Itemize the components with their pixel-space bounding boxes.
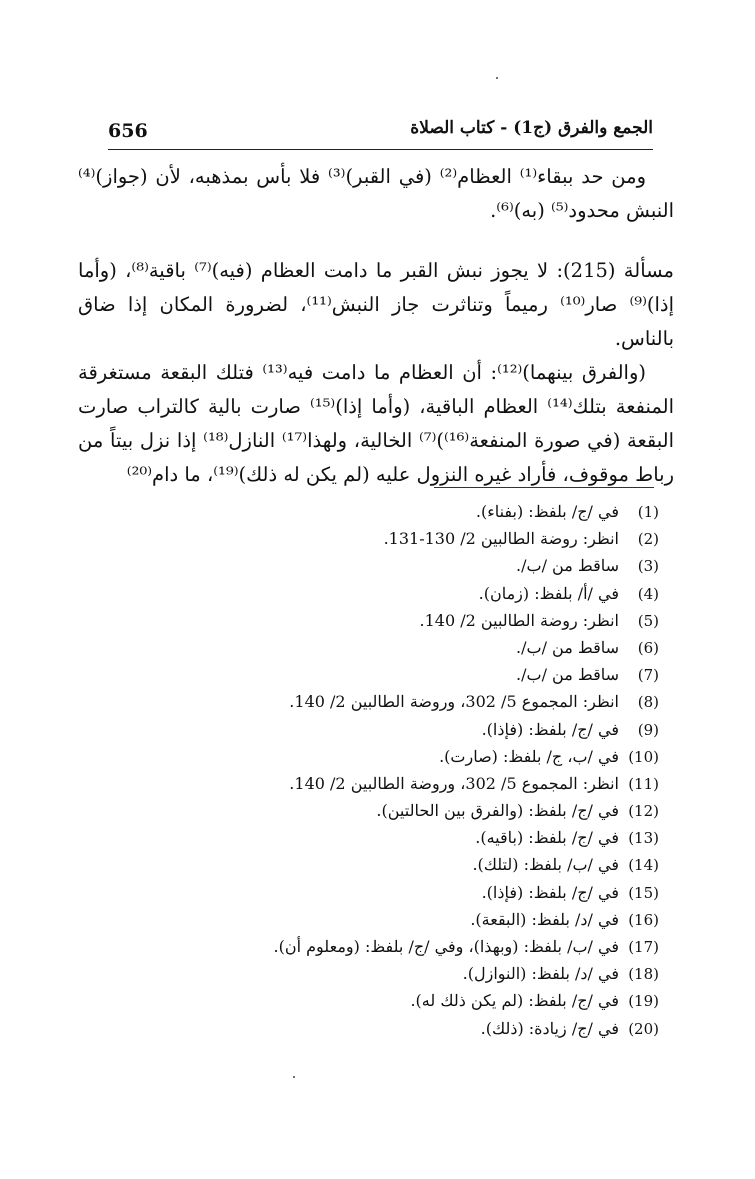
footnote-number: (15) <box>628 883 659 902</box>
main-text <box>78 160 674 492</box>
footnotes-list <box>99 498 659 1042</box>
footnote-item <box>99 851 659 878</box>
footnote-item <box>99 743 659 770</box>
footnote-number: (4) <box>637 584 659 603</box>
footnote-number: (12) <box>628 802 659 821</box>
scan-speck <box>293 1076 295 1078</box>
footnote-number: (7) <box>637 666 659 685</box>
footnote-text: في /ب، ج/ بلفظ: (صارت). <box>439 746 619 766</box>
footnote-item <box>99 525 659 552</box>
footnote-item <box>99 1015 659 1042</box>
footnote-text: انظر: روضة الطالبين 2/ 130-131. <box>383 529 619 549</box>
footnote-text: ساقط من /ب/. <box>516 665 619 685</box>
footnote-item <box>99 607 659 634</box>
footnote-item <box>99 770 659 797</box>
footnote-number: (16) <box>628 910 659 929</box>
header-rule <box>108 149 653 150</box>
page-number: 656 <box>108 120 148 142</box>
footnote-number: (17) <box>628 938 659 956</box>
footnote-text: في /د/ بلفظ: (النوازل). <box>462 964 619 984</box>
footnote-item <box>99 824 659 851</box>
footnote-number: (18) <box>628 965 659 984</box>
footnote-text: في /ج/ بلفظ: (باقيه). <box>475 828 619 848</box>
footnote-text: انظر: المجموع 5/ 302، وروضة الطالبين 2/ 140. <box>289 773 619 793</box>
page-header <box>108 118 653 148</box>
footnote-number: (5) <box>637 611 659 630</box>
footnote-number: (3) <box>637 557 659 576</box>
footnote-text: في /د/ بلفظ: (البقعة). <box>470 909 619 929</box>
footnote-text: ساقط من /ب/. <box>516 556 619 576</box>
footnote-number: (8) <box>637 693 659 712</box>
footnote-number: (2) <box>637 530 659 549</box>
footnote-item <box>99 906 659 933</box>
footnote-text: في /ج/ بلفظ: (فإذا). <box>481 882 619 902</box>
footnote-number: (20) <box>628 1019 659 1038</box>
footnote-item <box>99 879 659 906</box>
footnote-number: (14) <box>628 856 659 875</box>
footnote-item <box>99 580 659 607</box>
footnote-item <box>99 987 659 1014</box>
footnote-number: (10) <box>628 747 659 766</box>
footnote-item <box>99 797 659 824</box>
footnote-number: (11) <box>628 774 659 793</box>
footnote-number: (9) <box>637 720 659 739</box>
footnote-item <box>99 634 659 661</box>
footnote-number: (6) <box>637 638 659 657</box>
footnote-text: في /ج/ بلفظ: (فإذا). <box>481 719 619 739</box>
running-title: الجمع والفرق (ج1) - كتاب الصلاة <box>410 118 653 138</box>
footnote-text: في /ج/ زيادة: (ذلك). <box>480 1018 619 1038</box>
footnote-item <box>99 716 659 743</box>
footnote-text: في /ج/ بلفظ: (لم يكن ذلك له). <box>410 991 619 1011</box>
footnote-text: في /ب/ بلفظ: (وبهذا)، وفي /ج/ بلفظ: (ومعلوم أن). <box>273 937 619 956</box>
footnote-text: في /أ/ بلفظ: (زمان). <box>478 583 619 603</box>
footnote-text: انظر: روضة الطالبين 2/ 140. <box>419 610 619 630</box>
footnote-item <box>99 498 659 525</box>
footnote-text: ساقط من /ب/. <box>516 637 619 657</box>
footnote-text: في /ج/ بلفظ: (بفناء). <box>475 502 619 521</box>
footnote-text: في /ج/ بلفظ: (والفرق بين الحالتين). <box>376 801 619 821</box>
footnote-text: في /ب/ بلفظ: (لتلك). <box>472 855 619 875</box>
footnote-item <box>99 661 659 688</box>
footnote-text: انظر: المجموع 5/ 302، وروضة الطالبين 2/ 140. <box>289 692 619 712</box>
paragraph-3: (والفرق بينهما)⁽¹²⁾: أن العظام ما دامت فيه⁽¹³⁾ فتلك البقعة مستغرقة المنفعة بتلك⁽¹⁴⁾ العظام الباقية، (وأما إذا)⁽¹⁵⁾ صارت بالية كالتراب صارت البقعة (في صورة المنفعة⁽¹⁶⁾)⁽⁷⁾ الخالية، ولهذا⁽¹⁷⁾ النازل⁽¹⁸⁾ إذا نزل بيتاً من رباط موقوف، فأراد غيره النزول عليه (لم يكن له ذلك)⁽¹⁹⁾، ما دام⁽²⁰⁾ <box>78 361 675 486</box>
footnote-number: (19) <box>628 992 659 1011</box>
footnote-item <box>99 960 659 987</box>
footnote-item <box>99 688 659 715</box>
scan-speck <box>496 77 498 79</box>
paragraph-2: مسألة (215): لا يجوز نبش القبر ما دامت العظام (فيه)⁽⁷⁾ باقية⁽⁸⁾، (وأما إذا)⁽⁹⁾ صار⁽¹⁰⁾ رميماً وتناثرت جاز النبش⁽¹¹⁾، لضرورة المكان إذا ضاق بالناس. <box>78 259 674 350</box>
footnote-separator <box>434 487 654 488</box>
paragraph-1: ومن حد ببقاء⁽¹⁾ العظام⁽²⁾ (في القبر)⁽³⁾ فلا بأس بمذهبه، لأن (جواز)⁽⁴⁾ النبش محدود⁽⁵⁾ (به)⁽⁶⁾. <box>78 165 674 222</box>
footnote-number: (13) <box>628 829 659 848</box>
footnote-number: (1) <box>637 503 659 521</box>
footnote-item <box>99 933 659 960</box>
footnote-item <box>99 552 659 579</box>
